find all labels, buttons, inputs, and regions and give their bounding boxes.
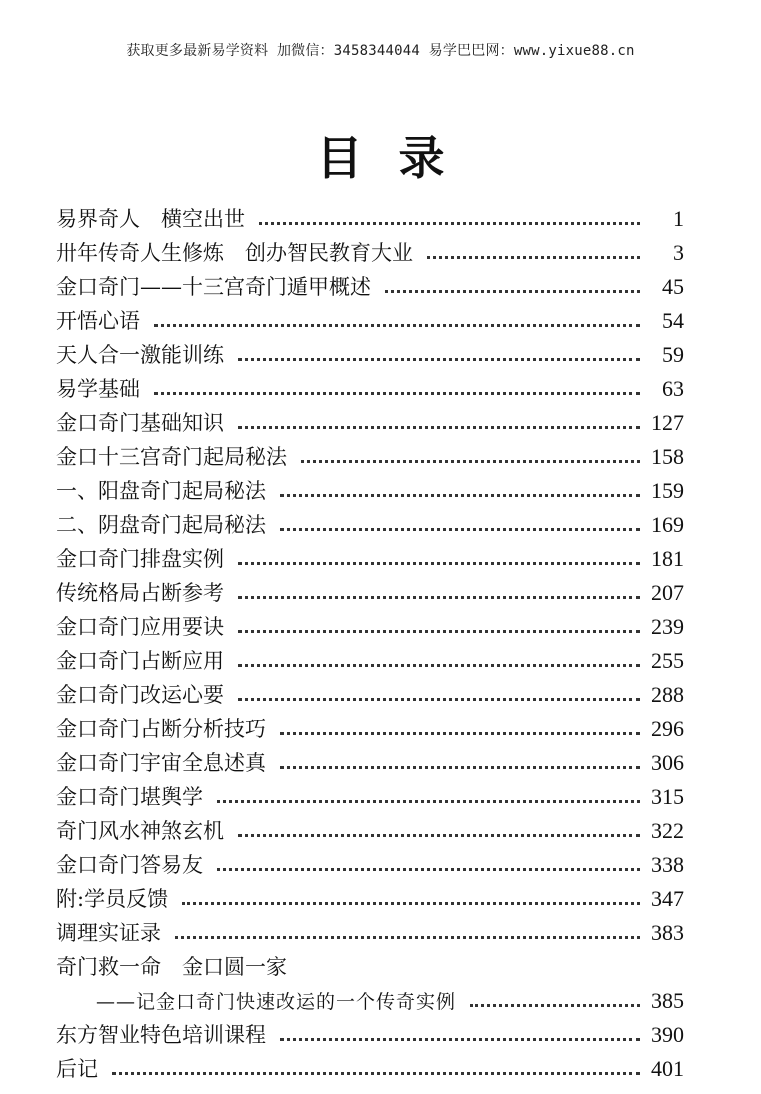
toc-entry-page: 59 [662, 342, 684, 367]
dot-leader [280, 766, 640, 769]
toc-entry-title: 金口奇门占断应用 [56, 649, 224, 673]
toc-entry[interactable] [56, 196, 684, 230]
toc-entry-page: 315 [651, 784, 684, 809]
toc-entry-page: 338 [651, 852, 684, 877]
toc-entry[interactable] [56, 502, 684, 536]
toc-entry[interactable] [56, 706, 684, 740]
dot-leader [280, 528, 640, 531]
toc-entry[interactable] [56, 230, 684, 264]
toc-entry-page: 401 [651, 1056, 684, 1081]
toc-entry-page: 158 [651, 444, 684, 469]
dot-leader [238, 426, 640, 429]
toc-entry[interactable] [56, 808, 684, 842]
toc-entry[interactable] [56, 298, 684, 332]
toc-entry-title: 奇门风水神煞玄机 [56, 819, 224, 843]
toc-entry-page: 385 [651, 988, 684, 1013]
toc-entry-page: 390 [651, 1022, 684, 1047]
toc-entry-title: 金口奇门答易友 [56, 853, 203, 877]
toc-entry[interactable] [56, 774, 684, 808]
dot-leader [280, 1038, 640, 1041]
toc-entry-title: 天人合一激能训练 [56, 343, 224, 367]
toc-entry-page: 255 [651, 648, 684, 673]
dot-leader [259, 222, 640, 225]
toc-entry[interactable] [56, 876, 684, 910]
dot-leader [154, 324, 640, 327]
toc-entry-page: 347 [651, 886, 684, 911]
toc-entry-title: 金口奇门占断分析技巧 [56, 717, 266, 741]
dot-leader [280, 732, 640, 735]
toc-entry-page: 306 [651, 750, 684, 775]
toc-entry-page: 322 [651, 818, 684, 843]
toc-entry-title: 附:学员反馈 [56, 887, 169, 911]
toc-entry[interactable] [56, 638, 684, 672]
toc-entry-title: 金口奇门基础知识 [56, 411, 224, 435]
toc-entry-page: 1 [673, 206, 684, 231]
toc-entry-title: 金口奇门改运心要 [56, 683, 224, 707]
toc-entry[interactable] [56, 604, 684, 638]
toc-entry[interactable] [56, 570, 684, 604]
dot-leader [385, 290, 640, 293]
dot-leader [217, 868, 640, 871]
toc-entry-page: 181 [651, 546, 684, 571]
toc-entry[interactable] [56, 468, 684, 502]
toc-entry-title: ——记金口奇门快速改运的一个传奇实例 [96, 991, 457, 1013]
toc-entry[interactable] [56, 264, 684, 298]
toc-entry[interactable] [56, 944, 684, 978]
toc-entry-title: 金口奇门宇宙全息述真 [56, 751, 266, 775]
dot-leader [238, 358, 640, 361]
dot-leader [238, 562, 640, 565]
dot-leader [238, 698, 640, 701]
toc-entry-page: 239 [651, 614, 684, 639]
toc-entry-title: 二、阴盘奇门起局秘法 [56, 513, 266, 537]
toc-entry[interactable] [56, 332, 684, 366]
dot-leader [112, 1072, 640, 1075]
toc-entry-page: 45 [662, 274, 684, 299]
toc-entry-page: 63 [662, 376, 684, 401]
toc-entry-page: 296 [651, 716, 684, 741]
toc-entry[interactable] [56, 1046, 684, 1080]
toc-entry-page: 383 [651, 920, 684, 945]
page-title: 目录 [316, 131, 481, 185]
dot-leader [238, 630, 640, 633]
dot-leader [217, 800, 640, 803]
toc-entry-page: 288 [651, 682, 684, 707]
toc-entry-title: 东方智业特色培训课程 [56, 1023, 266, 1047]
dot-leader [280, 494, 640, 497]
toc-entry-page: 159 [651, 478, 684, 503]
toc-entry-title: 易界奇人 横空出世 [56, 207, 245, 231]
toc-entry-title: 奇门救一命 金口圆一家 [56, 955, 287, 979]
toc-entry[interactable] [56, 1012, 684, 1046]
toc-entry[interactable] [56, 366, 684, 400]
toc-entry-title: 金口奇门应用要诀 [56, 615, 224, 639]
toc-entry-page: 127 [651, 410, 684, 435]
page-header-watermark: 获取更多最新易学资料 加微信：3458344044 易学巴巴网：www.yixue88.cn [126, 43, 635, 59]
toc-entry-title: 调理实证录 [56, 921, 161, 945]
toc-entry[interactable] [56, 910, 684, 944]
toc-entry-title: 金口十三宫奇门起局秘法 [56, 445, 287, 469]
toc-entry[interactable] [56, 672, 684, 706]
toc-entry[interactable] [56, 400, 684, 434]
toc-entry[interactable] [56, 740, 684, 774]
toc-entry-title: 传统格局占断参考 [56, 581, 224, 605]
dot-leader [175, 936, 640, 939]
dot-leader [427, 256, 640, 259]
dot-leader [238, 834, 640, 837]
dot-leader [301, 460, 640, 463]
toc-entry-title: 一、阳盘奇门起局秘法 [56, 479, 266, 503]
toc-entry-title: 卅年传奇人生修炼 创办智民教育大业 [56, 241, 413, 265]
toc-entry-page: 207 [651, 580, 684, 605]
toc-entry[interactable] [56, 434, 684, 468]
toc-entry-subtitle[interactable] [56, 978, 684, 1012]
table-of-contents [56, 196, 684, 1080]
toc-entry[interactable] [56, 842, 684, 876]
dot-leader [238, 664, 640, 667]
dot-leader [238, 596, 640, 599]
toc-entry-title: 开悟心语 [56, 309, 140, 333]
dot-leader [182, 902, 640, 905]
toc-entry-title: 后记 [56, 1057, 98, 1081]
toc-entry-title: 金口奇门——十三宫奇门遁甲概述 [56, 275, 371, 299]
dot-leader [154, 392, 640, 395]
toc-entry-page: 169 [651, 512, 684, 537]
dot-leader [470, 1004, 640, 1007]
toc-entry-page: 54 [662, 308, 684, 333]
toc-entry-title: 金口奇门排盘实例 [56, 547, 224, 571]
toc-entry-title: 易学基础 [56, 377, 140, 401]
toc-entry-page: 3 [673, 240, 684, 265]
toc-entry[interactable] [56, 536, 684, 570]
toc-entry-title: 金口奇门堪舆学 [56, 785, 203, 809]
